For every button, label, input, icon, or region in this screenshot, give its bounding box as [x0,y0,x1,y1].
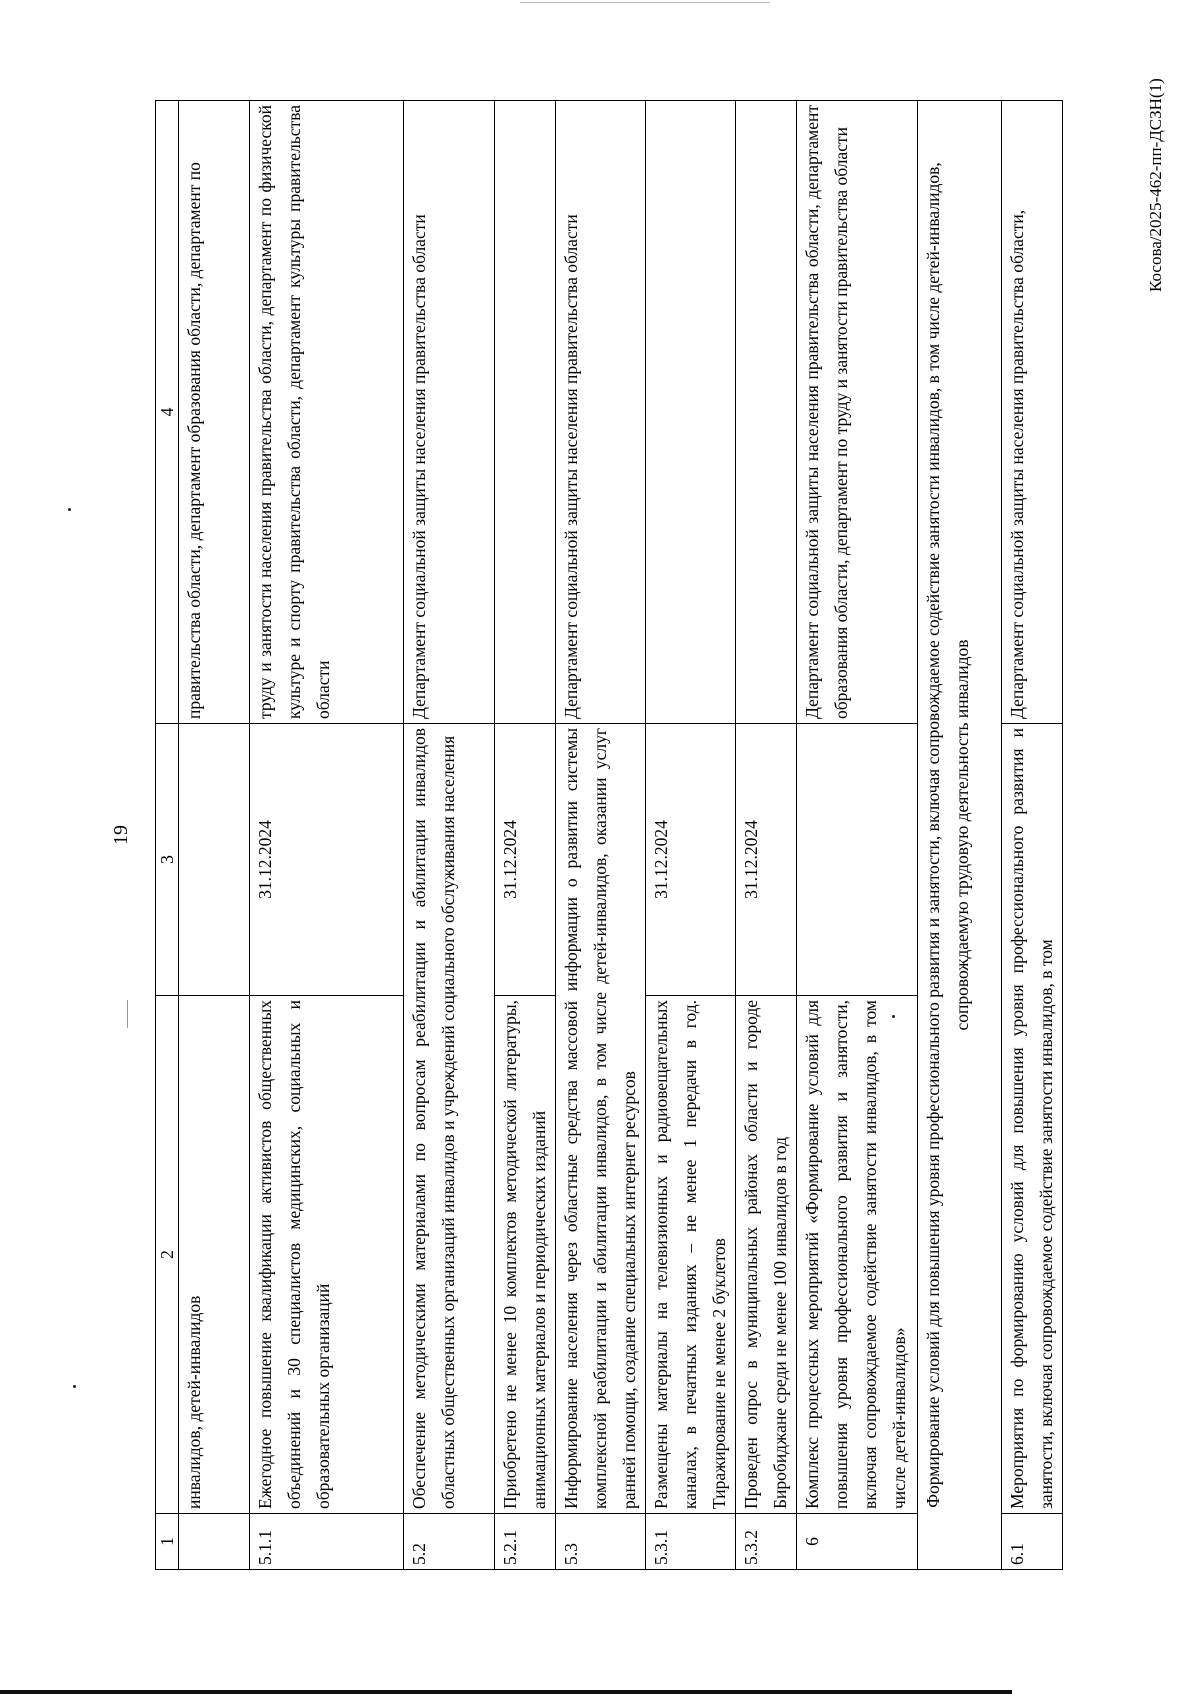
row-number: 5.3.2 [736,1514,797,1570]
page-number: 19 [110,825,132,845]
table-row [646,101,736,1570]
row-number: 5.3.1 [646,1514,736,1570]
row-number: 6 [797,1514,918,1570]
table-row [179,101,250,1570]
row-executor: Департамент социальной защиты населения правительства области, департамент образования области, департамент по труду и занятости правительства области [797,101,918,724]
row-description: Обеспечение методическими материалами по вопросам реабилитации и абилитации инвалидов областных общественных организаций инвалидов и учреждений социального обслуживания населения [404,724,495,1514]
table-header-row [156,101,179,1570]
row-number: 5.2.1 [495,1514,556,1570]
row-description: Размещены материалы на телевизионных и радиовещательных каналах, в печатных изданиях – не менее 1 передачи в год. Тиражирование не менее 2 буклетов [646,996,736,1514]
row-executor: труду и занятости населения правительства области, департамент по физической культуре и спорту правительства области, департамент культуры правительства области [250,101,404,724]
col-header: 1 [156,1514,179,1570]
row-number: 5.2 [404,1514,495,1570]
row-description: Информирование населения через областные средства массовой информации о развитии системы комплексной реабилитации и абилитации инвалидов, в том числе детей-инвалидов, оказании услуг ранней помощи, создание специальных интернет ресурсов [556,724,646,1514]
row-executor: Департамент социальной защиты населения правительства области [556,101,646,724]
col-header: 4 [156,101,179,724]
table-row [797,101,918,1570]
row-description: инвалидов, детей-инвалидов [179,996,250,1514]
row-date: 31.12.2024 [736,724,797,996]
row-date [179,724,250,996]
table-row [736,101,797,1570]
row-executor [736,101,797,724]
row-description: Проведен опрос в муниципальных районах области и городе Биробиджане среди не менее 100 инвалидов в год [736,996,797,1514]
row-description: Комплекс процессных мероприятий «Формирование условий для повышения уровня профессионального развития и занятости, включая сопровождаемое содействие занятости инвалидов, в том числе детей-инвалидов» [797,996,918,1514]
row-description: Ежегодное повышение квалификации активистов общественных объединений и 30 специалистов медицинских, социальных и образовательных организаций [250,996,404,1514]
row-executor: Департамент социальной защиты населения правительства области [404,101,495,724]
row-executor: Департамент социальной защиты населения правительства области, [1002,101,1063,724]
table-row [404,101,495,1570]
row-date: 31.12.2024 [646,724,736,996]
row-date [797,724,918,996]
measures-table [155,100,1063,1570]
row-date: 31.12.2024 [250,724,404,996]
table-row [1002,101,1063,1570]
row-executor: правительства области, департамент образования области, департамент по [179,101,250,724]
table-row [556,101,646,1570]
table-row [495,101,556,1570]
table-row [250,101,404,1570]
document-code: Косова/2025-462-пп-ДСЗН(1) [1146,78,1165,292]
row-executor [495,101,556,724]
row-description: Мероприятия по формированию условий для повышения уровня профессионального развития и занятости, включая сопровождаемое содействие занятости инвалидов, в том [1002,724,1063,1514]
row-date: 31.12.2024 [495,724,556,996]
col-header: 2 [156,996,179,1514]
row-number: 6.1 [1002,1514,1063,1570]
row-number: 5.1.1 [250,1514,404,1570]
row-number: 5.3 [556,1514,646,1570]
table-section-row [918,101,1002,1570]
section-heading: Формирование условий для повышения уровня профессионального развития и занятости, включая сопровождаемое содействие занятости инвалидов, в том числе детей-инвалидов, сопровождаемую трудовую деятельность инвалидов [918,101,1002,1570]
row-number [179,1514,250,1570]
row-description: Приобретено не менее 10 комплектов методической литературы, анимационных материалов и периодических изданий [495,996,556,1514]
row-executor [646,101,736,724]
col-header: 3 [156,724,179,996]
